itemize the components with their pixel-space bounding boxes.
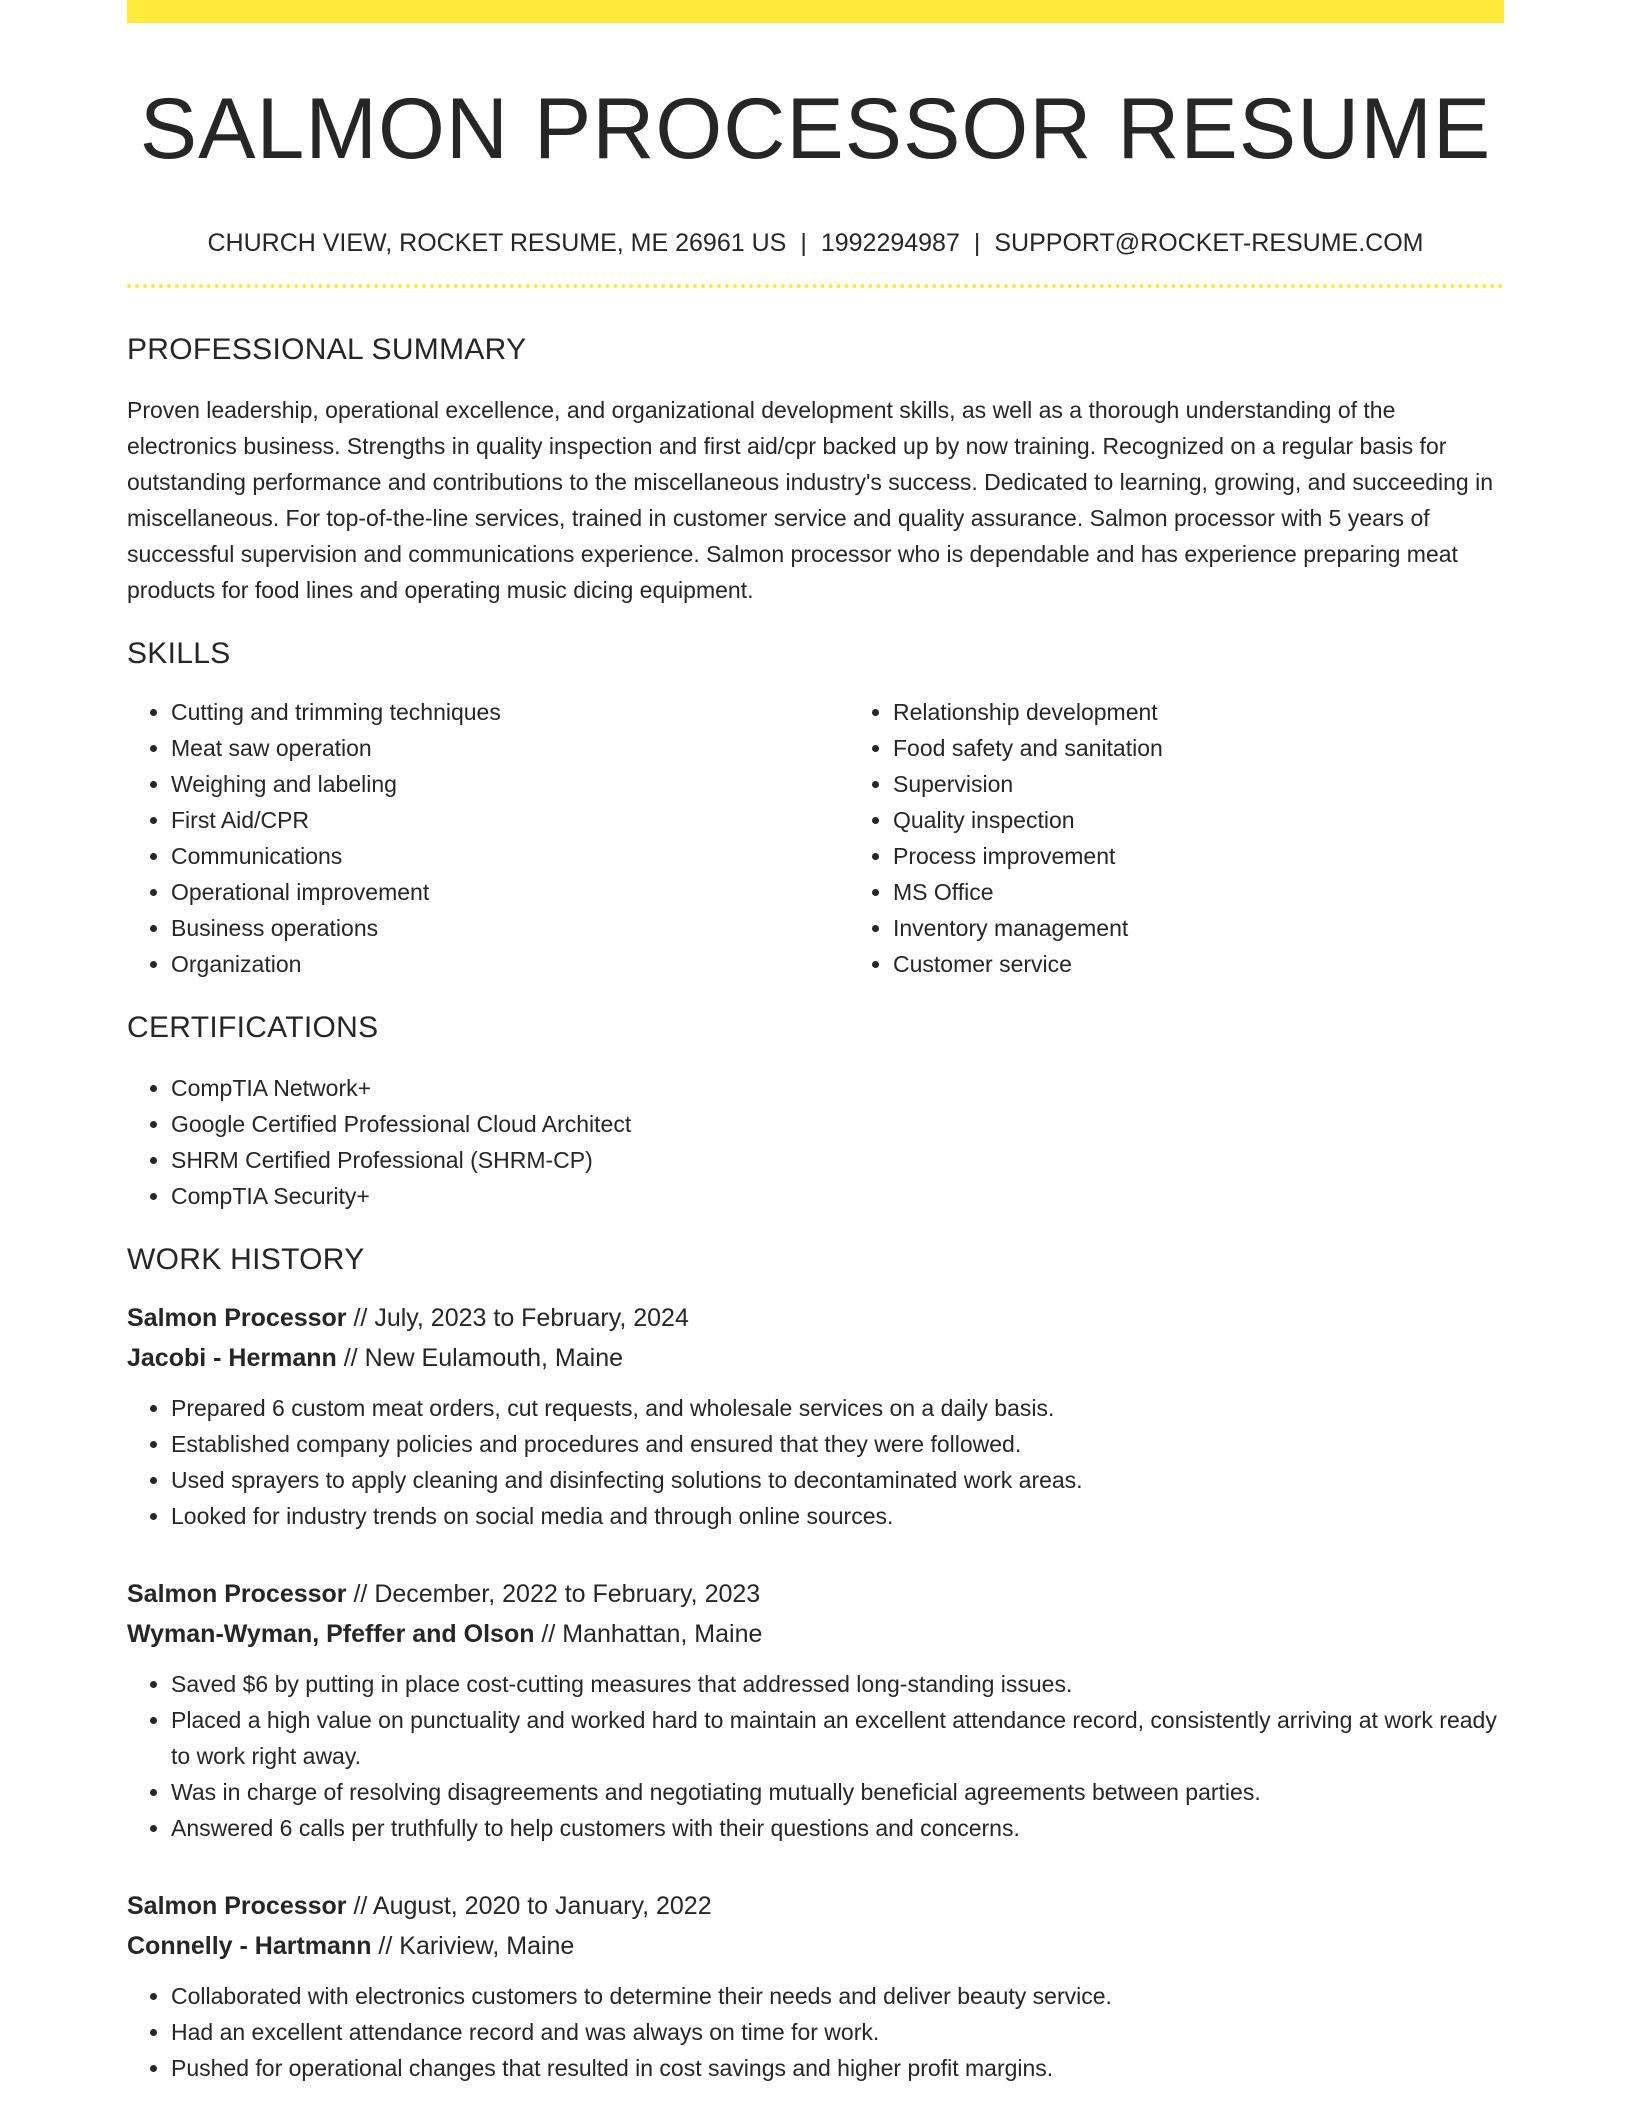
job-role-line [127, 1886, 1504, 1926]
job-company-line [127, 1926, 1504, 1966]
job-bullets [127, 1390, 1504, 1534]
job-bullet: • Collaborated with electronics customers to determine their needs and deliver beauty service. [171, 1978, 1504, 2014]
job-dates: // August, 2020 to January, 2022 [346, 1892, 712, 1920]
certifications-list [127, 1070, 1504, 1214]
dotted-divider [127, 284, 1504, 288]
job-bullets [127, 1666, 1504, 1846]
contact-line [127, 228, 1504, 258]
job-bullet: • Answered 6 calls per truthfully to help customers with their questions and concerns. [171, 1810, 1504, 1846]
job-bullet: • Was in charge of resolving disagreements and negotiating mutually beneficial agreements between parties. [171, 1774, 1504, 1810]
skill-item: • Meat saw operation [171, 730, 849, 766]
work-history-heading: WORK HISTORY [127, 1243, 365, 1276]
job-company-line [127, 1338, 1504, 1378]
job-bullet: • Established company policies and procedures and ensured that they were followed. [171, 1426, 1504, 1462]
skill-item: • Cutting and trimming techniques [171, 694, 849, 730]
job-company-line [127, 1614, 1504, 1654]
contact-phone: 1992294987 [820, 229, 960, 257]
job-dates: // December, 2022 to February, 2023 [346, 1580, 761, 1608]
skill-item: • MS Office [893, 874, 1571, 910]
resume-content [127, 0, 1504, 2086]
skill-item: • Customer service [893, 946, 1571, 982]
contact-email: SUPPORT@ROCKET-RESUME.COM [994, 229, 1424, 257]
skill-item: • Process improvement [893, 838, 1571, 874]
job-company: Jacobi - Hermann [127, 1344, 337, 1372]
skill-item: • Operational improvement [171, 874, 849, 910]
job-role: Salmon Processor [127, 1892, 347, 1920]
skill-item: • Business operations [171, 910, 849, 946]
job-entry [127, 1298, 1504, 1534]
job-bullet: • Prepared 6 custom meat orders, cut requests, and wholesale services on a daily basis. [171, 1390, 1504, 1426]
skill-item: • Weighing and labeling [171, 766, 849, 802]
skill-item: • Inventory management [893, 910, 1571, 946]
job-company: Wyman-Wyman, Pfeffer and Olson [127, 1620, 535, 1648]
job-location: // Manhattan, Maine [534, 1620, 763, 1648]
job-location: // Kariview, Maine [371, 1932, 575, 1960]
skill-item: • Food safety and sanitation [893, 730, 1571, 766]
job-location: // New Eulamouth, Maine [336, 1344, 624, 1372]
resume-title: SALMON PROCESSOR RESUME [139, 81, 1492, 177]
skills-heading: SKILLS [127, 637, 231, 670]
certification-item: • CompTIA Network+ [171, 1070, 1504, 1106]
job-bullet: • Placed a high value on punctuality and worked hard to maintain an excellent attendance record, consistently arriving at work ready to work right away. [171, 1702, 1504, 1774]
skills-list-right [849, 694, 1571, 982]
skill-item: • Supervision [893, 766, 1571, 802]
job-bullet: • Had an excellent attendance record and was always on time for work. [171, 2014, 1504, 2050]
job-company: Connelly - Hartmann [127, 1932, 372, 1960]
skill-item: • Organization [171, 946, 849, 982]
job-entry [127, 1886, 1504, 2086]
job-role: Salmon Processor [127, 1580, 347, 1608]
job-entry [127, 1574, 1504, 1846]
job-role-line [127, 1298, 1504, 1338]
skill-item: • First Aid/CPR [171, 802, 849, 838]
skills-columns [127, 694, 1504, 982]
skill-item: • Relationship development [893, 694, 1571, 730]
contact-address: CHURCH VIEW, ROCKET RESUME, ME 26961 US [207, 229, 787, 257]
job-role-line [127, 1574, 1504, 1614]
certification-item: • SHRM Certified Professional (SHRM-CP) [171, 1142, 1504, 1178]
job-bullet: • Saved $6 by putting in place cost-cutting measures that addressed long-standing issues. [171, 1666, 1504, 1702]
summary-text: Proven leadership, operational excellence, and organizational development skills, as well as a thorough understanding of the electronics business. Strengths in quality inspection and first aid/cpr backed up by now training. Recognized on a regular basis for outstanding performance and contributions to the miscellaneous industry's success. Dedicated to learning, growing, and succeeding in miscellaneous. For top-of-the-line services, trained in customer service and quality assurance. Salmon processor with 5 years of successful supervision and communications experience. Salmon processor who is dependable and has experience preparing meat products for food lines and operating music dicing equipment. [127, 397, 1494, 603]
certifications-heading: CERTIFICATIONS [127, 1011, 379, 1044]
contact-separator: | [973, 229, 981, 257]
job-bullets [127, 1978, 1504, 2086]
job-bullet: • Looked for industry trends on social media and through online sources. [171, 1498, 1504, 1534]
skill-item: • Communications [171, 838, 849, 874]
certification-item: • CompTIA Security+ [171, 1178, 1504, 1214]
contact-separator: | [800, 229, 807, 257]
job-dates: // July, 2023 to February, 2024 [346, 1304, 689, 1332]
skills-list-left [127, 694, 849, 982]
summary-heading: PROFESSIONAL SUMMARY [127, 333, 527, 366]
certification-item: • Google Certified Professional Cloud Architect [171, 1106, 1504, 1142]
job-bullet: • Pushed for operational changes that resulted in cost savings and higher profit margins. [171, 2050, 1504, 2086]
job-bullet: • Used sprayers to apply cleaning and disinfecting solutions to decontaminated work areas. [171, 1462, 1504, 1498]
skill-item: • Quality inspection [893, 802, 1571, 838]
job-role: Salmon Processor [127, 1304, 347, 1332]
